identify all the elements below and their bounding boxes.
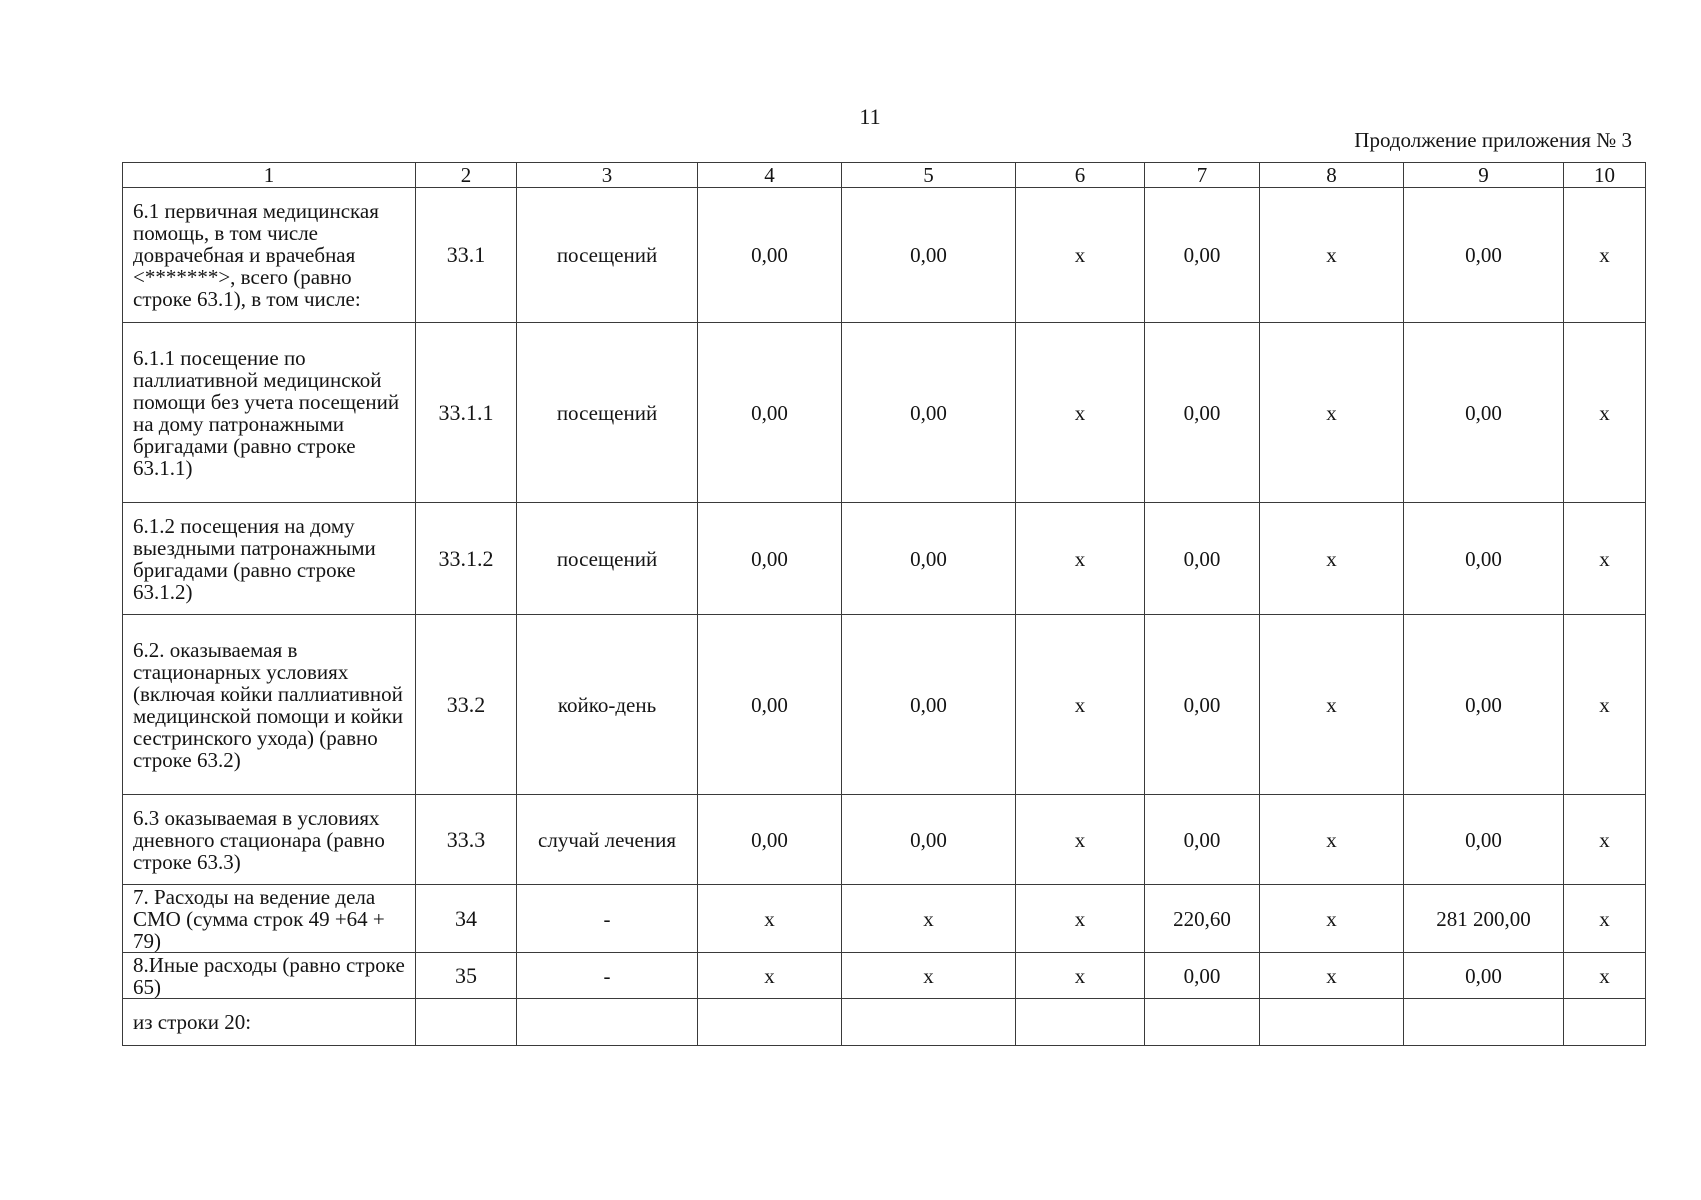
table-cell: 0,00 <box>698 188 842 323</box>
row-code: 35 <box>416 953 517 999</box>
table-cell: х <box>1016 323 1145 503</box>
row-unit: - <box>517 885 698 953</box>
table-cell: 0,00 <box>698 323 842 503</box>
table-cell: х <box>1016 795 1145 885</box>
table-cell: 0,00 <box>1404 953 1564 999</box>
table-cell: 0,00 <box>1145 615 1260 795</box>
column-header: 7 <box>1145 163 1260 188</box>
table-cell: 0,00 <box>1404 188 1564 323</box>
table-cell: х <box>1260 188 1404 323</box>
row-code: 34 <box>416 885 517 953</box>
row-code: 33.2 <box>416 615 517 795</box>
table-cell: 0,00 <box>842 503 1016 615</box>
table-cell: 0,00 <box>842 615 1016 795</box>
table-cell: х <box>1260 615 1404 795</box>
appendix-continuation-note: Продолжение приложения № 3 <box>1354 128 1632 152</box>
table-cell: 0,00 <box>1145 953 1260 999</box>
table-cell: х <box>1564 503 1646 615</box>
row-unit: посещений <box>517 188 698 323</box>
table-cell: 0,00 <box>698 795 842 885</box>
row-code: 33.1.1 <box>416 323 517 503</box>
table-cell: 0,00 <box>1404 503 1564 615</box>
table-row <box>123 503 1646 615</box>
table-cell: х <box>1016 885 1145 953</box>
table-cell: 0,00 <box>1145 503 1260 615</box>
table-cell: 0,00 <box>698 615 842 795</box>
row-description: 6.1 первичная медицинская помощь, в том числе доврачебная и врачебная <*******>, всего (равно строке 63.1), в том числе: <box>123 188 416 323</box>
column-header: 2 <box>416 163 517 188</box>
table-cell: х <box>1016 188 1145 323</box>
table-row <box>123 323 1646 503</box>
table-cell: х <box>1260 953 1404 999</box>
table-cell: х <box>1260 503 1404 615</box>
column-header: 5 <box>842 163 1016 188</box>
table-cell: 0,00 <box>842 795 1016 885</box>
table-cell: х <box>1564 323 1646 503</box>
row-description: 7. Расходы на ведение дела СМО (сумма строк 49 +64 + 79) <box>123 885 416 953</box>
column-header: 3 <box>517 163 698 188</box>
table-header-row <box>123 163 1646 188</box>
table-cell: 0,00 <box>1404 615 1564 795</box>
row-description: 6.3 оказываемая в условиях дневного стационара (равно строке 63.3) <box>123 795 416 885</box>
table-cell: х <box>842 953 1016 999</box>
row-description: 6.2. оказываемая в стационарных условиях (включая койки паллиативной медицинской помощи и койки сестринского ухода) (равно строке 63.2) <box>123 615 416 795</box>
column-header: 4 <box>698 163 842 188</box>
table-cell: 0,00 <box>842 188 1016 323</box>
table-cell: х <box>842 885 1016 953</box>
row-description: 6.1.2 посещения на дому выездными патронажными бригадами (равно строке 63.1.2) <box>123 503 416 615</box>
row-unit <box>517 999 698 1046</box>
table-cell <box>842 999 1016 1046</box>
table-cell: 0,00 <box>1145 323 1260 503</box>
column-header: 1 <box>123 163 416 188</box>
table-row <box>123 795 1646 885</box>
row-description: из строки 20: <box>123 999 416 1046</box>
table-cell <box>1564 999 1646 1046</box>
row-description: 6.1.1 посещение по паллиативной медицинской помощи без учета посещений на дому патронажными бригадами (равно строке 63.1.1) <box>123 323 416 503</box>
table-row <box>123 953 1646 999</box>
table-cell: х <box>1564 188 1646 323</box>
table-cell: 0,00 <box>1404 795 1564 885</box>
table-row <box>123 885 1646 953</box>
row-code: 33.1 <box>416 188 517 323</box>
table-cell <box>1145 999 1260 1046</box>
table-cell <box>1016 999 1145 1046</box>
table-cell: 0,00 <box>1145 795 1260 885</box>
table-cell: х <box>1260 795 1404 885</box>
table-cell: х <box>1260 885 1404 953</box>
table-cell: х <box>1564 795 1646 885</box>
table-cell: 220,60 <box>1145 885 1260 953</box>
table-cell: 0,00 <box>1404 323 1564 503</box>
row-description: 8.Иные расходы (равно строке 65) <box>123 953 416 999</box>
row-code: 33.1.2 <box>416 503 517 615</box>
column-header: 8 <box>1260 163 1404 188</box>
table-cell <box>1404 999 1564 1046</box>
table-cell: х <box>1016 503 1145 615</box>
table-cell: х <box>698 953 842 999</box>
table-row <box>123 999 1646 1046</box>
table-cell: 0,00 <box>1145 188 1260 323</box>
row-unit: посещений <box>517 323 698 503</box>
column-header: 6 <box>1016 163 1145 188</box>
row-unit: случай лечения <box>517 795 698 885</box>
page-number: 11 <box>859 104 881 129</box>
table-cell: х <box>1016 615 1145 795</box>
table-cell: х <box>1564 953 1646 999</box>
row-unit: койко-день <box>517 615 698 795</box>
column-header: 9 <box>1404 163 1564 188</box>
table-row <box>123 615 1646 795</box>
table-row <box>123 188 1646 323</box>
table-cell <box>698 999 842 1046</box>
table-cell: х <box>1016 953 1145 999</box>
row-unit: посещений <box>517 503 698 615</box>
row-unit: - <box>517 953 698 999</box>
row-code: 33.3 <box>416 795 517 885</box>
table-cell <box>1260 999 1404 1046</box>
table-cell: 281 200,00 <box>1404 885 1564 953</box>
column-header: 10 <box>1564 163 1646 188</box>
table-cell: х <box>1260 323 1404 503</box>
table-cell: х <box>1564 885 1646 953</box>
table-cell: х <box>698 885 842 953</box>
table-cell: 0,00 <box>698 503 842 615</box>
table-cell: х <box>1564 615 1646 795</box>
data-table <box>122 162 1646 1046</box>
table-cell: 0,00 <box>842 323 1016 503</box>
row-code <box>416 999 517 1046</box>
